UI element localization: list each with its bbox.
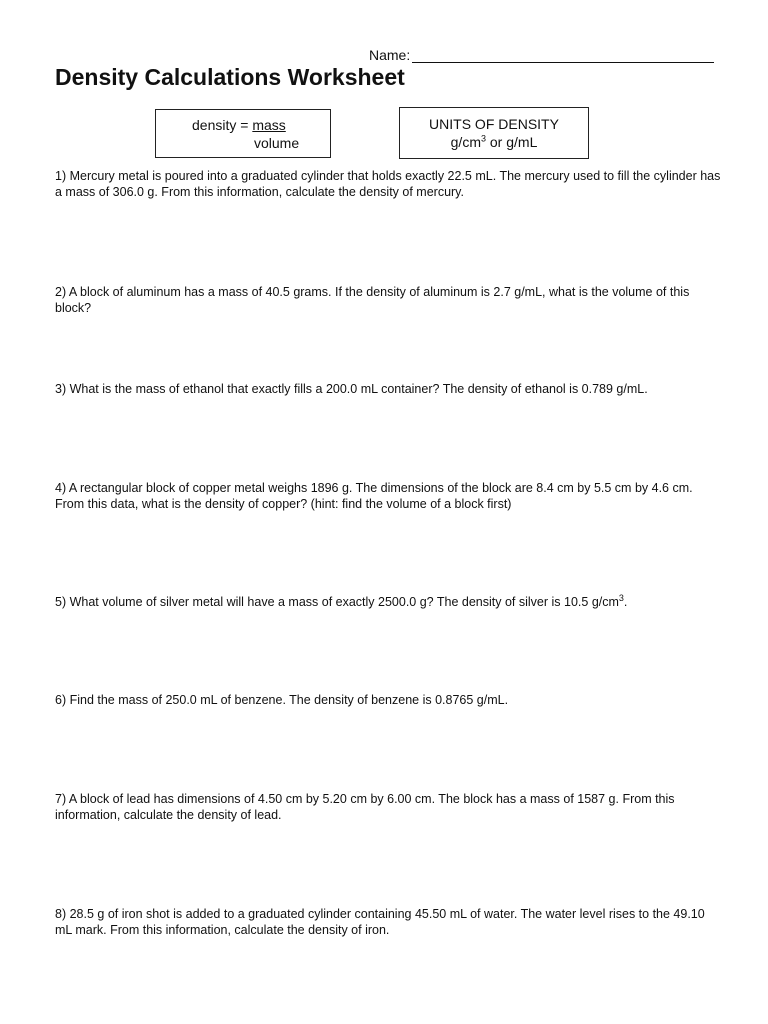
name-label: Name: (369, 47, 411, 63)
question-2: 2) A block of aluminum has a mass of 40.5 grams. If the density of aluminum is 2.7 g/mL, what is the volume of this block? (55, 285, 690, 315)
formula-numerator: mass (252, 117, 286, 133)
question-7: 7) A block of lead has dimensions of 4.50 cm by 5.20 cm by 6.00 cm. The block has a mass of 1587 g. From this information, calculate the density of lead. (55, 792, 675, 822)
unit-gcm-base: g/cm (450, 134, 481, 150)
question-5-text: 5) What volume of silver metal will have a mass of exactly 2500.0 g? The density of silver is 10.5 g/cm (55, 595, 619, 609)
unit-gml: or g/mL (486, 134, 538, 150)
formula-lhs: density = (192, 117, 253, 133)
question-5-exponent: 3 (618, 592, 624, 603)
question-1: 1) Mercury metal is poured into a graduated cylinder that holds exactly 22.5 mL. The mercury used to fill the cylinder has a mass of 306.0 g. From this information, calculate the density of mercury. (55, 169, 721, 199)
question-5-period: . (623, 595, 628, 609)
formula-denominator: volume (254, 135, 300, 151)
formula-top-line (192, 117, 286, 133)
units-values (400, 134, 588, 150)
question-6: 6) Find the mass of 250.0 mL of benzene. The density of benzene is 0.8765 g/mL. (55, 693, 509, 707)
units-of-density-box (399, 107, 589, 159)
unit-gcm-exponent: 3 (480, 133, 486, 144)
units-heading: UNITS OF DENSITY (429, 116, 559, 132)
name-field (369, 47, 714, 63)
question-5 (55, 594, 725, 610)
question-4: 4) A rectangular block of copper metal weighs 1896 g. The dimensions of the block are 8.4 cm by 5.5 cm by 4.6 cm. From this data, what is the density of copper? (hint: find the volume of a block first) (55, 481, 693, 511)
density-formula-box (155, 109, 331, 158)
name-blank-line[interactable] (412, 48, 714, 63)
question-8: 8) 28.5 g of iron shot is added to a graduated cylinder containing 45.50 mL of water. The water level rises to the 49.10 mL mark. From this information, calculate the density of iron. (55, 907, 705, 937)
question-3: 3) What is the mass of ethanol that exactly fills a 200.0 mL container? The density of ethanol is 0.789 g/mL. (55, 382, 648, 396)
page-title: Density Calculations Worksheet (55, 64, 405, 90)
